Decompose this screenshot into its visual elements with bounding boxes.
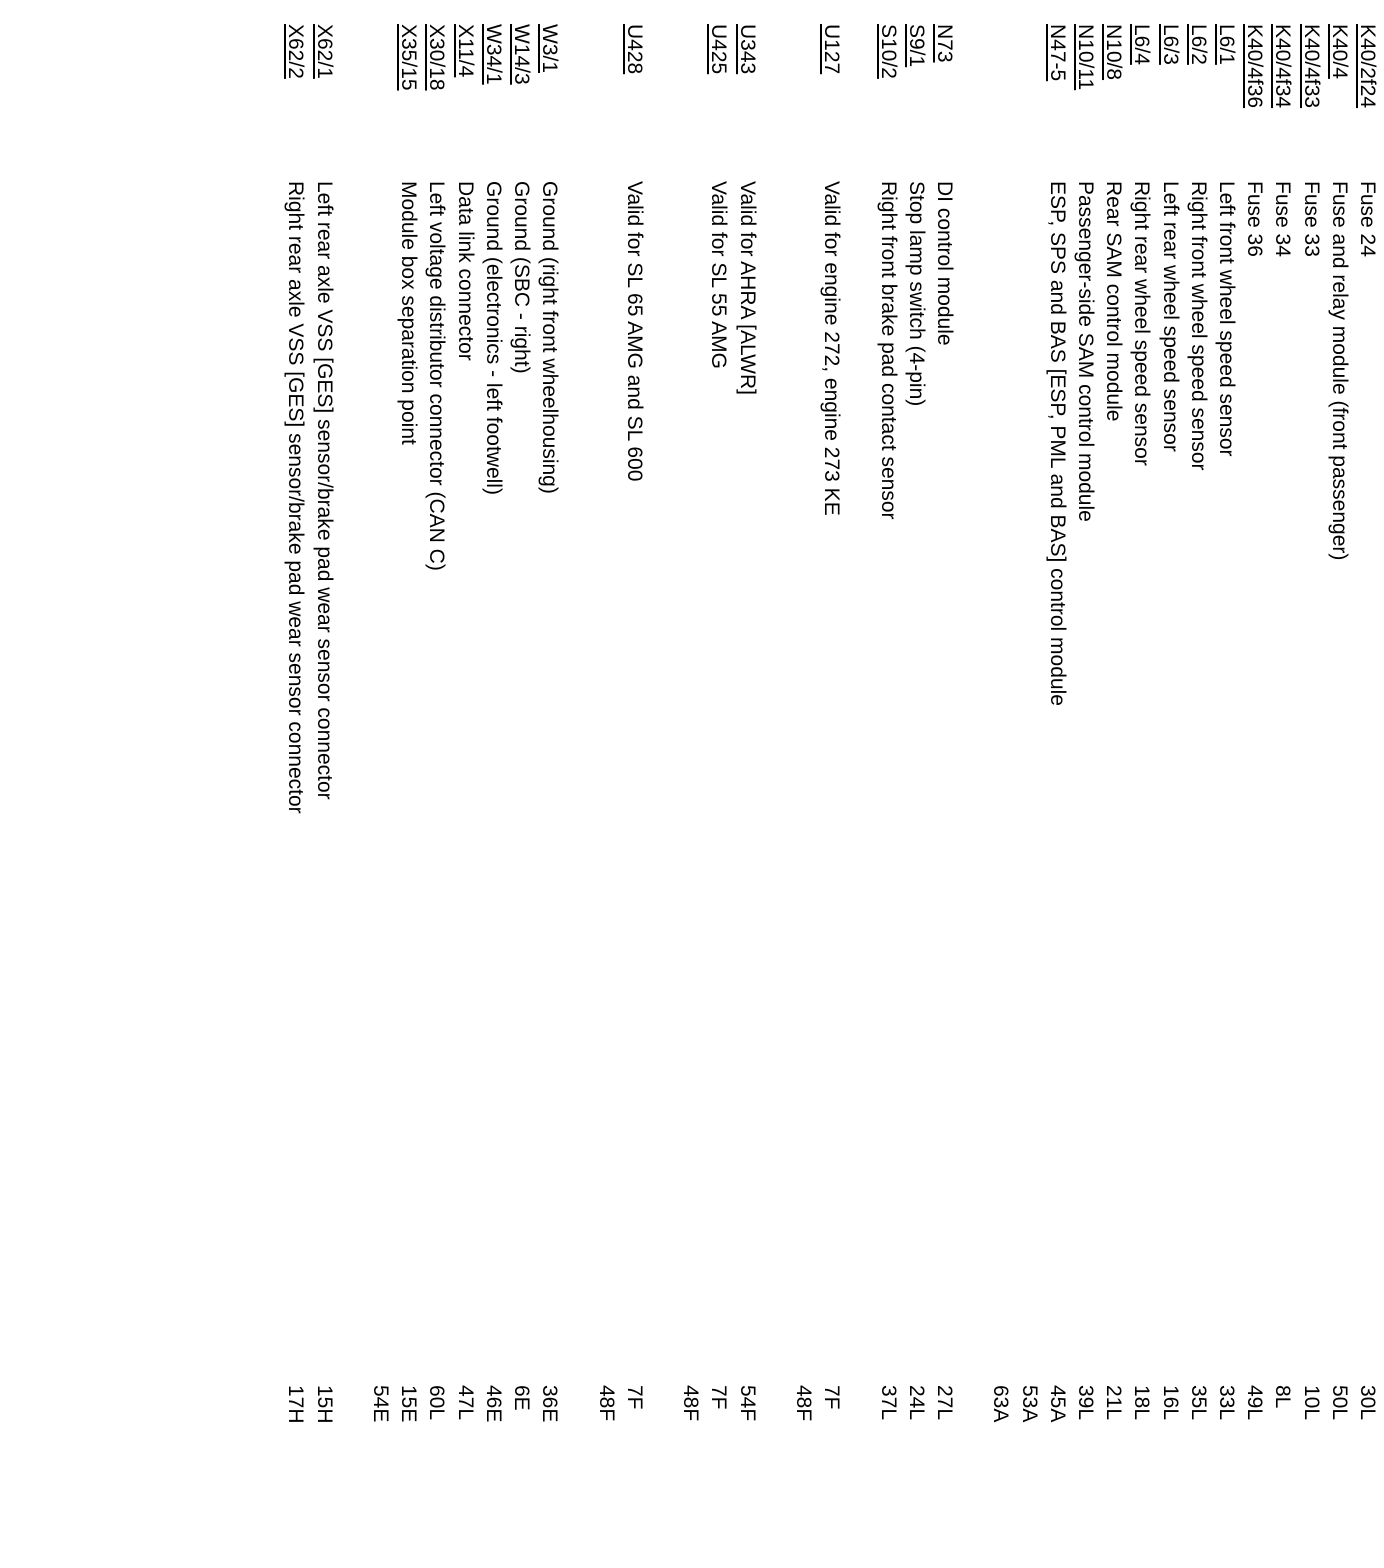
component-description: Fuse 36 <box>1243 181 1267 257</box>
component-description: Right rear axle VSS [GES] sensor/brake pad wear sensor connector <box>284 181 308 814</box>
grid-location: 45A <box>1045 1385 1069 1423</box>
component-code-link[interactable]: X62/1 <box>312 24 336 79</box>
component-code-link[interactable]: N10/8 <box>1102 24 1126 81</box>
legend-row <box>732 24 762 1544</box>
component-description: Rear SAM control module <box>1102 181 1126 422</box>
component-code-link[interactable]: K40/4f36 <box>1243 24 1267 109</box>
component-description: Right front wheel speed sensor <box>1186 181 1210 471</box>
grid-location: 17H <box>284 1385 308 1424</box>
component-code-link[interactable]: L6/3 <box>1158 24 1182 65</box>
component-code-link[interactable]: X62/2 <box>284 24 308 79</box>
legend-row <box>1070 24 1100 1544</box>
legend-row <box>619 24 649 1544</box>
grid-location: 47L <box>453 1385 477 1421</box>
grid-location: 48F <box>679 1385 703 1422</box>
grid-location: 18L <box>1130 1385 1154 1421</box>
legend-row <box>506 24 536 1544</box>
grid-location: 7F <box>622 1385 646 1410</box>
component-description: Fuse and relay module (front passenger) <box>1327 181 1351 561</box>
legend-row <box>1239 24 1269 1544</box>
legend-row <box>1324 24 1354 1544</box>
component-description: Fuse 24 <box>1356 181 1379 257</box>
legend-row-continuation <box>1014 24 1044 1544</box>
grid-location: 49L <box>1243 1385 1267 1421</box>
component-code-link[interactable]: X35/15 <box>397 24 421 91</box>
component-description: Right rear wheel speed sensor <box>1130 181 1154 466</box>
grid-location: 35L <box>1186 1385 1210 1421</box>
component-code-link[interactable]: X11/4 <box>453 24 477 78</box>
component-description: Ground (SBC - right) <box>510 181 533 374</box>
component-code-link[interactable]: K40/4f33 <box>1299 24 1323 109</box>
legend-row-continuation <box>365 24 395 1544</box>
component-description: Right front brake pad contact sensor <box>876 181 900 520</box>
legend-row <box>1042 24 1072 1544</box>
grid-location: 63A <box>989 1385 1013 1423</box>
component-description: Valid for AHRA [ALWR] <box>735 181 759 395</box>
legend-row <box>534 24 564 1544</box>
legend-row <box>393 24 423 1544</box>
component-code-link[interactable]: W3/1 <box>538 24 562 74</box>
grid-location: 39L <box>1074 1385 1097 1421</box>
grid-location: 15E <box>397 1385 421 1423</box>
component-code-link[interactable]: N10/11 <box>1074 24 1097 91</box>
legend-row <box>309 24 339 1544</box>
component-description: Passenger-side SAM control module <box>1074 181 1097 522</box>
component-description: DI control module <box>933 181 956 346</box>
component-description: Ground (electronics - left footwell) <box>481 181 505 495</box>
legend-row <box>929 24 959 1544</box>
component-code-link[interactable]: L6/4 <box>1130 24 1154 65</box>
grid-location: 27L <box>933 1385 956 1421</box>
component-code-link[interactable]: L6/1 <box>1215 24 1238 65</box>
legend-row <box>816 24 846 1544</box>
grid-location: 46E <box>481 1385 505 1423</box>
component-description: Valid for SL 65 AMG and SL 600 <box>622 181 646 482</box>
grid-location: 6E <box>510 1385 533 1411</box>
grid-location: 60L <box>425 1385 449 1421</box>
legend-row-continuation <box>788 24 818 1544</box>
legend-row <box>1352 24 1382 1544</box>
component-code-link[interactable]: K40/4f34 <box>1271 24 1295 109</box>
component-code-link[interactable]: W14/3 <box>510 24 533 85</box>
component-description: Fuse 33 <box>1299 181 1323 257</box>
grid-location: 37L <box>876 1385 900 1421</box>
grid-location: 54F <box>735 1385 759 1422</box>
component-description: Fuse 34 <box>1271 181 1295 257</box>
component-description: Left rear wheel speed sensor <box>1158 181 1182 452</box>
grid-location: 24L <box>904 1385 928 1421</box>
grid-location: 50L <box>1327 1385 1351 1421</box>
grid-location: 36E <box>538 1385 562 1423</box>
component-description: Ground (right front wheelhousing) <box>538 181 562 494</box>
grid-location: 48F <box>594 1385 618 1422</box>
component-description: ESP, SPS and BAS [ESP, PML and BAS] control module <box>1045 181 1069 706</box>
component-code-link[interactable]: U343 <box>735 24 759 75</box>
legend-row <box>1296 24 1326 1544</box>
grid-location: 33L <box>1215 1385 1238 1421</box>
component-description: Module box separation point <box>397 181 421 445</box>
component-code-link[interactable]: U127 <box>820 24 844 75</box>
grid-location: 10L <box>1299 1385 1323 1421</box>
grid-location: 7F <box>707 1385 731 1410</box>
component-description: Left front wheel speed sensor <box>1215 181 1238 457</box>
grid-location: 21L <box>1102 1385 1126 1421</box>
component-code-link[interactable]: S10/2 <box>876 24 900 79</box>
legend-row <box>1155 24 1185 1544</box>
component-code-link[interactable]: K40/2f24 <box>1356 24 1379 109</box>
legend-row <box>280 24 310 1544</box>
legend-row-continuation <box>675 24 705 1544</box>
component-description: Left rear axle VSS [GES] sensor/brake pad wear sensor connector <box>312 181 336 800</box>
component-description: Left voltage distributor connector (CAN C) <box>425 181 449 571</box>
grid-location: 7F <box>820 1385 844 1410</box>
legend-row-continuation <box>985 24 1015 1544</box>
legend-row <box>450 24 480 1544</box>
component-description: Valid for SL 55 AMG <box>707 181 731 369</box>
component-description: Valid for engine 272, engine 273 KE <box>820 181 844 516</box>
component-code-link[interactable]: L6/2 <box>1186 24 1210 65</box>
grid-location: 8L <box>1271 1385 1295 1409</box>
component-description: Stop lamp switch (4-pin) <box>904 181 928 407</box>
component-description: Data link connector <box>453 181 477 361</box>
legend-row <box>1211 24 1241 1544</box>
component-code-link[interactable]: U428 <box>622 24 646 75</box>
legend-row <box>1126 24 1156 1544</box>
component-code-link[interactable]: N73 <box>933 24 956 63</box>
legend-row <box>478 24 508 1544</box>
legend-row-continuation <box>591 24 621 1544</box>
grid-location: 54E <box>369 1385 392 1423</box>
component-code-link[interactable]: N47-5 <box>1045 24 1069 82</box>
legend-row <box>1098 24 1128 1544</box>
component-code-link[interactable]: S9/1 <box>904 24 928 68</box>
grid-location: 16L <box>1158 1385 1182 1421</box>
legend-row <box>421 24 451 1544</box>
component-code-link[interactable]: X30/18 <box>425 24 449 91</box>
component-code-link[interactable]: U425 <box>707 24 731 75</box>
component-code-link[interactable]: W34/1 <box>481 24 505 85</box>
grid-location: 48F <box>792 1385 815 1422</box>
grid-location: 15H <box>312 1385 336 1424</box>
grid-location: 53A <box>1017 1385 1041 1423</box>
component-code-link[interactable]: K40/4 <box>1327 24 1351 79</box>
legend-row <box>901 24 931 1544</box>
legend-row <box>1183 24 1213 1544</box>
legend-row <box>873 24 903 1544</box>
grid-location: 30L <box>1356 1385 1379 1421</box>
legend-row <box>703 24 733 1544</box>
legend-row <box>1267 24 1297 1544</box>
